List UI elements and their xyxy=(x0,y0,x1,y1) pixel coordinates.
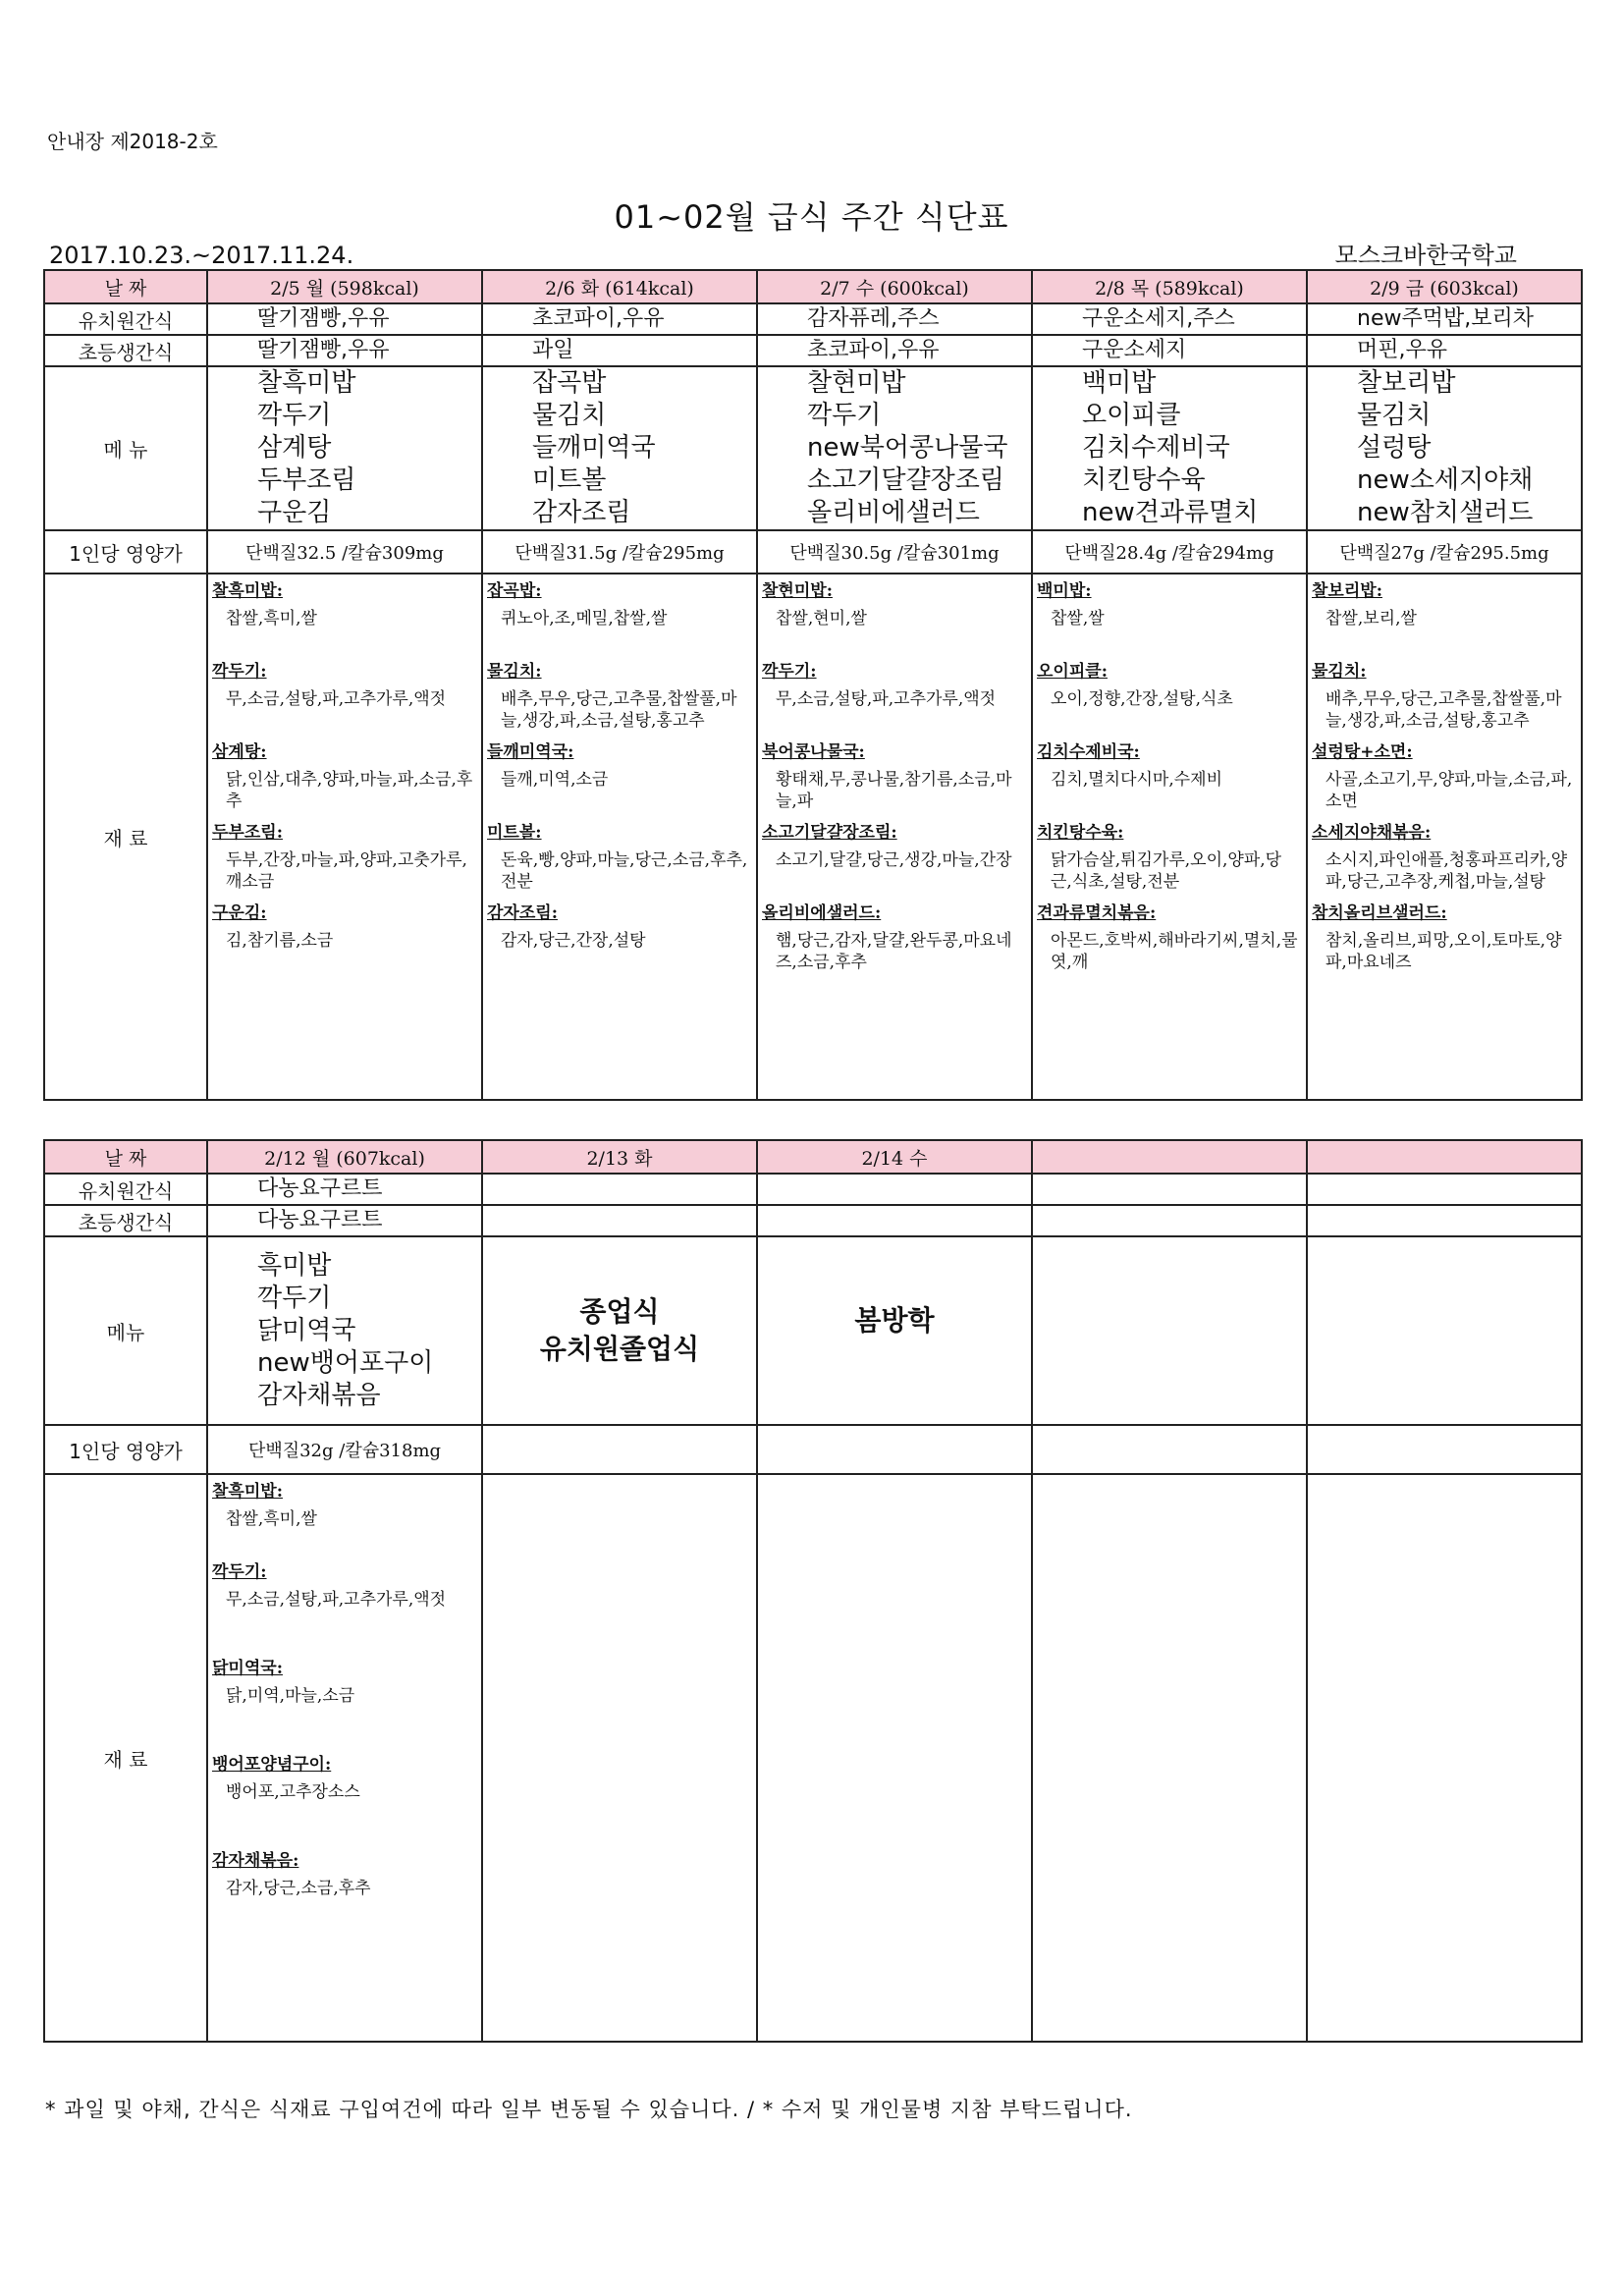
menu-item: 감자조림 xyxy=(532,498,631,527)
date-cell xyxy=(1307,1140,1582,1174)
snack-cell: 다농요구르트 xyxy=(207,1174,482,1205)
dish-ingredients: 찹쌀,보리,쌀 xyxy=(1325,609,1417,629)
date-cell: 2/6 화 (614kcal) xyxy=(482,270,757,303)
empty-cell xyxy=(482,1174,757,1205)
date-cell: 2/9 금 (603kcal) xyxy=(1307,270,1582,303)
menu-item: 오이피클 xyxy=(1082,401,1181,430)
menu-item: 두부조림 xyxy=(257,465,356,495)
menu-item: 찰흑미밥 xyxy=(257,368,356,398)
week2-table xyxy=(43,1139,1583,2043)
menu-item: new북어콩나물국 xyxy=(807,433,1008,463)
vacation-label: 봄방학 xyxy=(854,1304,935,1337)
dish-name: 물김치: xyxy=(1312,662,1367,682)
menu-item: 찰현미밥 xyxy=(807,368,906,398)
nutrition-cell: 단백질28.4g /칼슘294mg xyxy=(1032,530,1307,574)
dish-name: 뱅어포양념구이: xyxy=(212,1755,332,1775)
period: 2017.10.23.~2017.11.24. xyxy=(49,242,354,269)
dish-name: 두부조림: xyxy=(212,823,283,843)
dish-name: 깍두기: xyxy=(212,662,267,682)
menu-item: 미트볼 xyxy=(532,465,607,495)
menu-item: 김치수제비국 xyxy=(1082,433,1230,463)
dish-ingredients: 닭,인삼,대추,양파,마늘,파,소금,후추 xyxy=(226,770,473,811)
date-row xyxy=(44,270,1582,303)
dish-ingredients: 무,소금,설탕,파,고추가루,액젓 xyxy=(226,1590,447,1610)
dish-ingredients: 소고기,달걀,당근,생강,마늘,간장 xyxy=(776,850,1012,870)
empty-cell xyxy=(1032,1205,1307,1236)
dish-ingredients: 닭가슴살,튀김가루,오이,양파,당근,식초,설탕,전분 xyxy=(1051,850,1282,892)
snack-cell: 딸기잼빵,우유 xyxy=(207,303,482,335)
nutrition-cell: 단백질31.5g /칼슘295mg xyxy=(482,530,757,574)
menu-item: 들깨미역국 xyxy=(532,433,656,463)
menu-item: 소고기달걀장조림 xyxy=(807,465,1004,495)
dish-name: 구운김: xyxy=(212,903,267,923)
elem-snack-label: 초등생간식 xyxy=(44,335,207,366)
menu-item: 물김치 xyxy=(532,401,607,430)
nutrition-cell: 단백질32g /칼슘318mg xyxy=(207,1425,482,1474)
ingredients-cell xyxy=(207,574,482,1100)
menu-cell xyxy=(482,366,757,530)
menu-cell xyxy=(207,1236,482,1425)
nutrition-cell: 단백질32.5 /칼슘309mg xyxy=(207,530,482,574)
menu-item: 구운김 xyxy=(257,498,332,527)
event-kindergarten-graduation: 유치원졸업식 xyxy=(539,1333,700,1365)
snack-cell: 초코파이,우유 xyxy=(757,335,1032,366)
snack-cell: 다농요구르트 xyxy=(207,1205,482,1236)
date-cell xyxy=(1032,1140,1307,1174)
date-label: 날 짜 xyxy=(44,270,207,303)
nutrition-row xyxy=(44,1425,1582,1474)
menu-item: 흑미밥 xyxy=(257,1250,332,1281)
document-id: 안내장 제2018-2호 xyxy=(47,130,218,153)
snack-cell: 구운소세지,주스 xyxy=(1032,303,1307,335)
empty-cell xyxy=(482,1474,757,2042)
dish-name: 감자조림: xyxy=(487,903,558,923)
dish-name: 감자채볶음: xyxy=(212,1851,299,1871)
menu-item: 설렁탕 xyxy=(1357,433,1432,463)
elem-snack-row xyxy=(44,335,1582,366)
dish-name: 찰흑미밥: xyxy=(212,581,283,601)
dish-name: 백미밥: xyxy=(1037,581,1092,601)
empty-cell xyxy=(1032,1425,1307,1474)
kinder-snack-row xyxy=(44,1174,1582,1205)
week1-table xyxy=(43,269,1583,1101)
ingredients-cell xyxy=(757,574,1032,1100)
dish-name: 견과류멸치볶음: xyxy=(1037,903,1157,923)
empty-cell xyxy=(1307,1474,1582,2042)
kinder-snack-row xyxy=(44,303,1582,335)
dish-ingredients: 찹쌀,흑미,쌀 xyxy=(226,1509,317,1529)
elem-snack-label: 초등생간식 xyxy=(44,1205,207,1236)
dish-name: 찰보리밥: xyxy=(1312,581,1382,601)
menu-item: new소세지야채 xyxy=(1357,465,1534,495)
snack-cell: 과일 xyxy=(482,335,757,366)
empty-cell xyxy=(482,1205,757,1236)
menu-item: 잡곡밥 xyxy=(532,368,607,398)
menu-item: 백미밥 xyxy=(1082,368,1157,398)
dish-ingredients: 무,소금,설탕,파,고추가루,액젓 xyxy=(776,689,997,709)
menu-item: 깍두기 xyxy=(807,401,882,430)
menu-item: new견과류멸치 xyxy=(1082,498,1259,527)
date-label: 날 짜 xyxy=(44,1140,207,1174)
dish-name: 북어콩나물국: xyxy=(762,742,865,762)
snack-cell: 머핀,우유 xyxy=(1307,335,1582,366)
empty-cell xyxy=(1032,1474,1307,2042)
nutrition-label: 1인당 영양가 xyxy=(44,1425,207,1474)
dish-name: 찰현미밥: xyxy=(762,581,833,601)
snack-cell: 감자퓨레,주스 xyxy=(757,303,1032,335)
date-cell: 2/14 수 xyxy=(757,1140,1032,1174)
menu-item: 깍두기 xyxy=(257,401,332,430)
special-event-cell xyxy=(482,1236,757,1425)
snack-cell: 초코파이,우유 xyxy=(482,303,757,335)
empty-cell xyxy=(1307,1174,1582,1205)
dish-name: 올리비에샐러드: xyxy=(762,903,882,923)
ingredients-row xyxy=(44,574,1582,1100)
dish-ingredients: 배추,무우,당근,고추물,찹쌀풀,마늘,생강,파,소금,설탕,홍고추 xyxy=(1325,689,1562,731)
dish-name: 오이피클: xyxy=(1037,662,1108,682)
menu-cell xyxy=(757,366,1032,530)
elem-snack-row xyxy=(44,1205,1582,1236)
dish-name: 깍두기: xyxy=(762,662,817,682)
menu-item: 닭미역국 xyxy=(257,1315,356,1345)
dish-name: 참치올리브샐러드: xyxy=(1312,903,1447,923)
date-cell: 2/13 화 xyxy=(482,1140,757,1174)
ingredients-cell xyxy=(1307,574,1582,1100)
dish-ingredients: 감자,당근,소금,후추 xyxy=(226,1879,371,1898)
dish-ingredients: 찹쌀,흑미,쌀 xyxy=(226,609,317,629)
ingredients-cell xyxy=(1032,574,1307,1100)
dish-ingredients: 참치,올리브,피망,오이,토마토,양파,마요네즈 xyxy=(1325,931,1562,972)
dish-name: 김치수제비국: xyxy=(1037,742,1140,762)
dish-ingredients: 두부,간장,마늘,파,양파,고춧가루,깨소금 xyxy=(226,850,467,892)
kinder-snack-label: 유치원간식 xyxy=(44,303,207,335)
empty-cell xyxy=(757,1425,1032,1474)
dish-name: 소세지야채볶음: xyxy=(1312,823,1432,843)
menu-row xyxy=(44,366,1582,530)
page-title: 01~02월 급식 주간 식단표 xyxy=(614,198,1009,236)
menu-item: 치킨탕수육 xyxy=(1082,465,1206,495)
snack-cell: new주먹밥,보리차 xyxy=(1307,303,1582,335)
date-cell: 2/5 월 (598kcal) xyxy=(207,270,482,303)
ingredients-cell xyxy=(207,1474,482,2042)
snack-cell: 구운소세지 xyxy=(1032,335,1307,366)
dish-ingredients: 감자,당근,간장,설탕 xyxy=(501,931,646,951)
date-cell: 2/8 목 (589kcal) xyxy=(1032,270,1307,303)
footer-note: * 과일 및 야채, 간식은 식재료 구입여건에 따라 일부 변동될 수 있습니다. / * 수저 및 개인물병 지참 부탁드립니다. xyxy=(45,2098,1133,2121)
nutrition-cell: 단백질30.5g /칼슘301mg xyxy=(757,530,1032,574)
school-name: 모스크바한국학교 xyxy=(1334,242,1517,269)
dish-ingredients: 돈육,빵,양파,마늘,당근,소금,후추,전분 xyxy=(501,850,748,892)
dish-ingredients: 찹쌀,쌀 xyxy=(1051,609,1105,629)
dish-ingredients: 햄,당근,감자,달걀,완두콩,마요네즈,소금,후추 xyxy=(776,931,1012,972)
date-cell: 2/12 월 (607kcal) xyxy=(207,1140,482,1174)
menu-item: 물김치 xyxy=(1357,401,1432,430)
dish-ingredients: 소시지,파인애플,청홍파프리카,양파,당근,고추장,케첩,마늘,설탕 xyxy=(1325,850,1568,892)
dish-name: 치킨탕수육: xyxy=(1037,823,1124,843)
snack-cell: 딸기잼빵,우유 xyxy=(207,335,482,366)
menu-item: 삼계탕 xyxy=(257,433,332,463)
empty-cell xyxy=(757,1205,1032,1236)
menu-label: 메 뉴 xyxy=(44,366,207,530)
dish-name: 닭미역국: xyxy=(212,1659,283,1678)
dish-ingredients: 퀴노아,조,메밀,찹쌀,쌀 xyxy=(501,609,668,629)
dish-name: 잡곡밥: xyxy=(487,581,542,601)
menu-row xyxy=(44,1236,1582,1425)
ingredients-cell xyxy=(482,574,757,1100)
ingredients-label: 재 료 xyxy=(44,1474,207,2042)
menu-cell xyxy=(1032,366,1307,530)
nutrition-row xyxy=(44,530,1582,574)
dish-name: 깍두기: xyxy=(212,1562,267,1582)
dish-name: 들깨미역국: xyxy=(487,742,574,762)
empty-cell xyxy=(1307,1205,1582,1236)
empty-cell xyxy=(1307,1425,1582,1474)
date-cell: 2/7 수 (600kcal) xyxy=(757,270,1032,303)
empty-cell xyxy=(482,1425,757,1474)
empty-cell xyxy=(1032,1236,1307,1425)
nutrition-cell: 단백질27g /칼슘295.5mg xyxy=(1307,530,1582,574)
dish-ingredients: 무,소금,설탕,파,고추가루,액젓 xyxy=(226,689,447,709)
dish-name: 미트볼: xyxy=(487,823,542,843)
dish-ingredients: 배추,무우,당근,고추물,찹쌀풀,마늘,생강,파,소금,설탕,홍고추 xyxy=(501,689,737,731)
ingredients-label: 재 료 xyxy=(44,574,207,1100)
dish-name: 소고기달걀장조림: xyxy=(762,823,897,843)
menu-cell xyxy=(207,366,482,530)
empty-cell xyxy=(757,1474,1032,2042)
menu-cell xyxy=(1307,366,1582,530)
menu-label: 메뉴 xyxy=(44,1236,207,1425)
menu-item: 깍두기 xyxy=(257,1283,332,1313)
dish-ingredients: 들깨,미역,소금 xyxy=(501,770,609,790)
dish-name: 설렁탕+소면: xyxy=(1312,742,1413,762)
date-row xyxy=(44,1140,1582,1174)
menu-item: 찰보리밥 xyxy=(1357,368,1456,398)
dish-ingredients: 황태채,무,콩나물,참기름,소금,마늘,파 xyxy=(776,770,1012,811)
dish-ingredients: 김치,멸치다시마,수제비 xyxy=(1051,770,1223,790)
kinder-snack-label: 유치원간식 xyxy=(44,1174,207,1205)
dish-ingredients: 사골,소고기,무,양파,마늘,소금,파,소면 xyxy=(1325,770,1573,811)
dish-ingredients: 닭,미역,마늘,소금 xyxy=(226,1686,355,1706)
dish-ingredients: 아몬드,호박씨,해바라기씨,멸치,물엿,깨 xyxy=(1051,931,1298,972)
menu-item: new참치샐러드 xyxy=(1357,498,1534,527)
empty-cell xyxy=(1307,1236,1582,1425)
dish-name: 삼계탕: xyxy=(212,742,267,762)
empty-cell xyxy=(757,1174,1032,1205)
empty-cell xyxy=(1032,1174,1307,1205)
vacation-cell xyxy=(757,1236,1032,1425)
dish-ingredients: 김,참기름,소금 xyxy=(226,931,334,951)
nutrition-label: 1인당 영양가 xyxy=(44,530,207,574)
menu-item: 감자채볶음 xyxy=(257,1380,381,1410)
dish-name: 물김치: xyxy=(487,662,542,682)
event-closing-ceremony: 종업식 xyxy=(579,1295,660,1328)
dish-ingredients: 뱅어포,고추장소스 xyxy=(226,1782,360,1802)
menu-item: 올리비에샐러드 xyxy=(807,498,980,527)
dish-ingredients: 오이,정향,간장,설탕,식초 xyxy=(1051,689,1233,709)
dish-ingredients: 찹쌀,현미,쌀 xyxy=(776,609,867,629)
menu-item: new뱅어포구이 xyxy=(257,1347,434,1378)
dish-name: 찰흑미밥: xyxy=(212,1482,283,1502)
ingredients-row xyxy=(44,1474,1582,2042)
